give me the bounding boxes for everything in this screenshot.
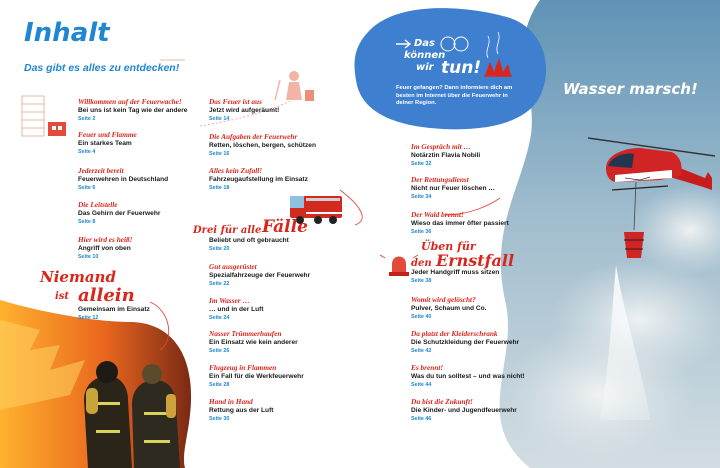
entry-subtitle: Spezialfahrzeuge der Feuerwehr bbox=[209, 272, 311, 279]
entry-title: Die Leitstelle bbox=[78, 200, 118, 209]
toc-entry[interactable] bbox=[209, 97, 344, 124]
blob-line4: tun! bbox=[441, 58, 482, 78]
toc-entry[interactable] bbox=[78, 97, 213, 124]
entry-subtitle: Ein Fall für die Werkfeuerwehr bbox=[209, 373, 304, 380]
entry-subtitle: Jetzt wird aufgeräumt! bbox=[209, 107, 280, 114]
toc-entry[interactable] bbox=[209, 296, 344, 323]
toc-entry[interactable] bbox=[411, 142, 546, 169]
toc-entry[interactable] bbox=[411, 329, 546, 356]
entry-title: Nasser Trümmerhaufen bbox=[209, 329, 282, 338]
toc-entry[interactable] bbox=[411, 268, 546, 286]
entry-title: Jederzeit bereit bbox=[78, 166, 124, 175]
entry-title: Willkommen auf der Feuerwache! bbox=[78, 97, 182, 106]
entry-page: Seite 14 bbox=[209, 116, 230, 122]
entry-title: Feuer und Flamme bbox=[78, 130, 137, 139]
entry-page: Seite 10 bbox=[78, 254, 99, 260]
entry-subtitle: Ein starkes Team bbox=[78, 140, 132, 147]
entry-subtitle: Die Kinder- und Jugendfeuerwehr bbox=[411, 407, 517, 414]
toc-entry[interactable] bbox=[209, 236, 344, 254]
section-ernstfall-line1: Üben für bbox=[421, 240, 476, 253]
toc-entry[interactable] bbox=[411, 175, 546, 202]
toc-entry[interactable] bbox=[78, 200, 213, 227]
entry-subtitle: Wieso das immer öfter passiert bbox=[411, 220, 509, 227]
entry-title: Du bist die Zukunft! bbox=[411, 397, 473, 406]
entry-title: Gut ausgerüstet bbox=[209, 262, 257, 271]
entry-page: Seite 32 bbox=[411, 161, 432, 167]
section-ernstfall-line2b: Ernstfall bbox=[436, 251, 515, 270]
entry-page: Seite 30 bbox=[209, 416, 230, 422]
entry-title: Der Rettungsdienst bbox=[411, 175, 469, 184]
toc-entry[interactable] bbox=[411, 210, 546, 237]
toc-entry[interactable] bbox=[78, 235, 213, 262]
entry-subtitle: Ein Einsatz wie kein anderer bbox=[209, 339, 298, 346]
toc-entry[interactable] bbox=[78, 305, 213, 323]
blob-line2: können bbox=[404, 50, 446, 61]
page-subtitle: Das gibt es alles zu entdecken! bbox=[24, 62, 180, 74]
entry-page: Seite 20 bbox=[209, 246, 230, 252]
toc-entry[interactable] bbox=[411, 295, 546, 322]
entry-title: Das Feuer ist aus bbox=[209, 97, 262, 106]
entry-page: Seite 42 bbox=[411, 348, 432, 354]
blob-line3: wir bbox=[416, 62, 434, 73]
section-faelle-big: Fälle bbox=[262, 217, 308, 237]
entry-subtitle: Nicht nur Feuer löschen … bbox=[411, 185, 495, 192]
entry-subtitle: Was du tun solltest – und was nicht! bbox=[411, 373, 525, 380]
entry-page: Seite 28 bbox=[209, 382, 230, 388]
toc-entry[interactable] bbox=[411, 363, 546, 390]
fire-station-icon bbox=[48, 122, 66, 136]
entry-page: Seite 2 bbox=[78, 116, 96, 122]
entry-title: Im Wasser … bbox=[209, 296, 250, 305]
entry-page: Seite 44 bbox=[411, 382, 432, 388]
entry-title: Der Wald brennt! bbox=[411, 210, 464, 219]
section-niemand-line2a: ist bbox=[55, 291, 70, 302]
entry-page: Seite 38 bbox=[411, 278, 432, 284]
section-niemand-line1: Niemand bbox=[40, 268, 116, 286]
entry-subtitle: Die Schutzkleidung der Feuerwehr bbox=[411, 339, 520, 346]
toc-entry[interactable] bbox=[78, 130, 213, 157]
entry-page: Seite 6 bbox=[78, 185, 96, 191]
entry-page: Seite 26 bbox=[209, 348, 230, 354]
entry-subtitle: Rettung aus der Luft bbox=[209, 407, 274, 414]
entry-title: Flugzeug in Flammen bbox=[209, 363, 277, 372]
entry-title: Hand in Hand bbox=[209, 397, 253, 406]
entry-subtitle: Pulver, Schaum und Co. bbox=[411, 305, 487, 312]
entry-page: Seite 12 bbox=[78, 315, 99, 321]
entry-subtitle: Gemeinsam im Einsatz bbox=[78, 306, 150, 313]
entry-title: Alles kein Zufall! bbox=[209, 166, 263, 175]
photo-title: Wasser marsch! bbox=[563, 80, 698, 98]
toc-entry[interactable] bbox=[209, 329, 344, 356]
entry-page: Seite 8 bbox=[78, 219, 96, 225]
entry-page: Seite 4 bbox=[78, 149, 96, 155]
entry-title: Im Gespräch mit … bbox=[411, 142, 471, 151]
toc-entry[interactable] bbox=[209, 132, 344, 159]
entry-subtitle: Bei uns ist kein Tag wie der andere bbox=[78, 107, 188, 114]
entry-page: Seite 18 bbox=[209, 185, 230, 191]
entry-page: Seite 36 bbox=[411, 229, 432, 235]
entry-subtitle: Beliebt und oft gebraucht bbox=[209, 237, 289, 244]
toc-entry[interactable] bbox=[209, 363, 344, 390]
entry-subtitle: Fahrzeugaufstellung im Einsatz bbox=[209, 176, 308, 183]
entry-subtitle: Notärztin Flavia Nobili bbox=[411, 152, 481, 159]
entry-page: Seite 40 bbox=[411, 314, 432, 320]
entry-subtitle: Jeder Handgriff muss sitzen bbox=[411, 269, 500, 276]
entry-subtitle: … und in der Luft bbox=[209, 306, 264, 313]
blob-line1: Das bbox=[414, 38, 436, 49]
entry-title: Hier wird es heiß! bbox=[78, 235, 133, 244]
section-faelle-small: Drei für alle bbox=[193, 225, 262, 236]
toc-entry[interactable] bbox=[209, 397, 344, 424]
entry-title: Es brennt! bbox=[411, 363, 444, 372]
entry-title: Womit wird gelöscht? bbox=[411, 295, 476, 304]
toc-entry[interactable] bbox=[209, 166, 344, 193]
toc-entry[interactable] bbox=[411, 397, 546, 424]
section-niemand-line2b: allein bbox=[78, 285, 135, 306]
entry-page: Seite 34 bbox=[411, 194, 432, 200]
entry-subtitle: Das Gehirn der Feuerwehr bbox=[78, 210, 161, 217]
section-ernstfall-line2a: den bbox=[411, 258, 432, 269]
entry-subtitle: Angriff von oben bbox=[78, 245, 131, 252]
entry-page: Seite 24 bbox=[209, 315, 230, 321]
entry-title: Da platzt der Kleiderschrank bbox=[411, 329, 498, 338]
toc-entry[interactable] bbox=[78, 166, 213, 193]
toc-entry[interactable] bbox=[209, 262, 344, 289]
entry-page: Seite 16 bbox=[209, 151, 230, 157]
entry-title: Die Aufgaben der Feuerwehr bbox=[209, 132, 298, 141]
entry-subtitle: Retten, löschen, bergen, schützen bbox=[209, 142, 316, 149]
blob-text: Feuer gefangen? Dann informiere dich am besten im Internet über die Feuerwehr in deiner Region. bbox=[396, 85, 513, 106]
entry-page: Seite 22 bbox=[209, 281, 230, 287]
page-title: Inhalt bbox=[24, 18, 110, 48]
entry-subtitle: Feuerwehren in Deutschland bbox=[78, 176, 169, 183]
entry-page: Seite 46 bbox=[411, 416, 432, 422]
